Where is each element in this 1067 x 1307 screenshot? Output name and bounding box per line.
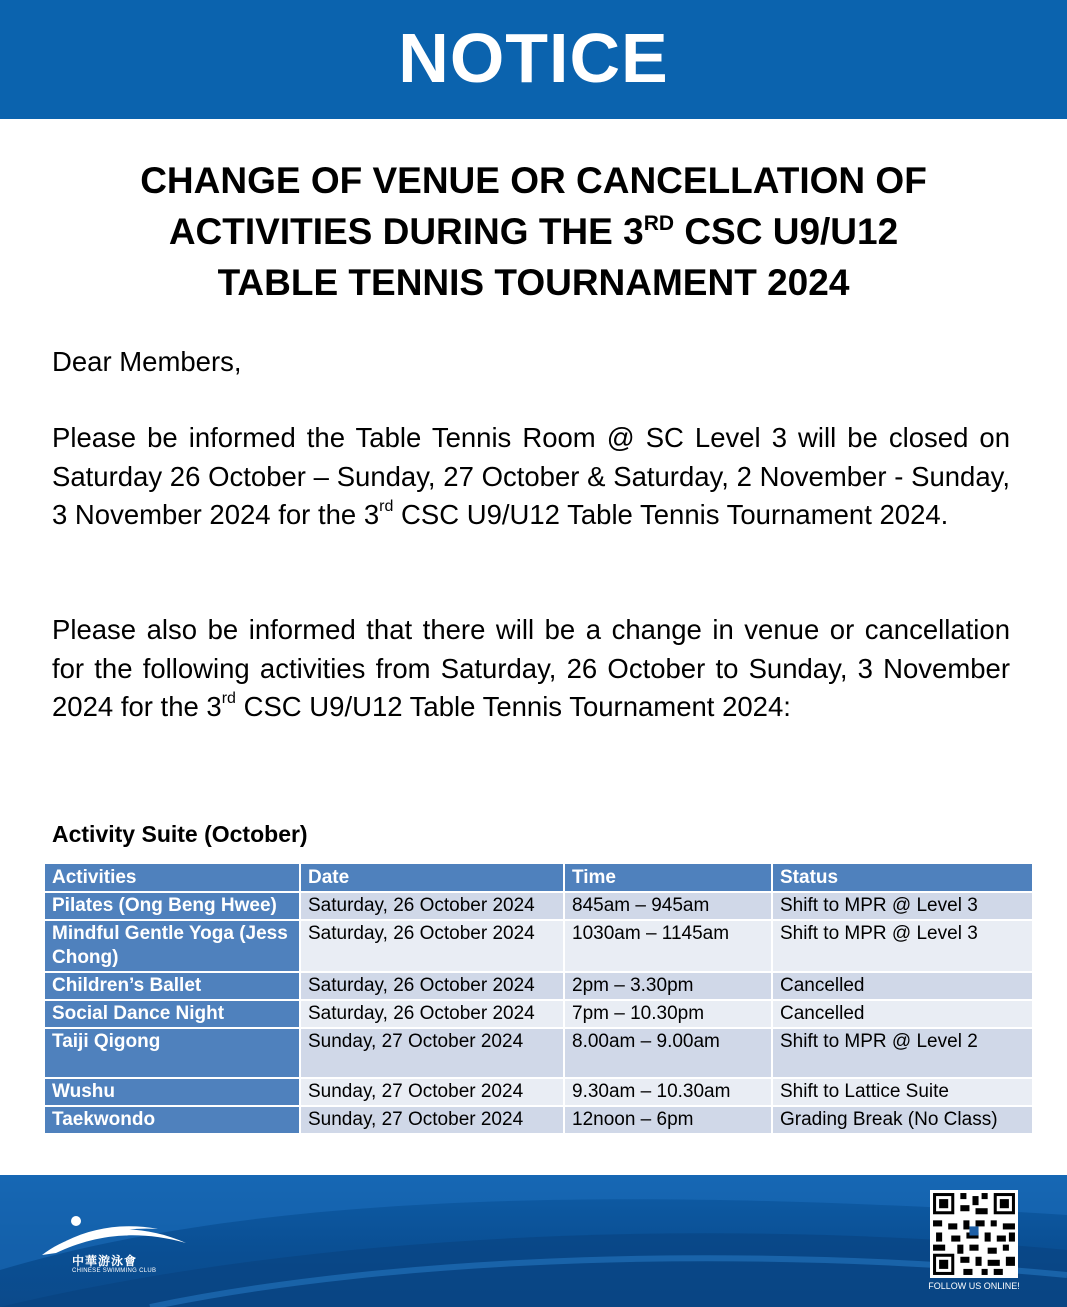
date-cell: Saturday, 26 October 2024 [300,1000,564,1028]
paragraph-closure-text: Please be informed the Table Tennis Room @ SC Level 3 will be closed on Saturday 26 October – Sunday, 27 October & Saturday, 2 November - Sunday, 3 November 2024 for the 3 [52,422,1010,530]
header-date: Date [300,863,564,892]
logo-chinese-text: 中華游泳會 [72,1254,138,1268]
table-row [44,1028,1033,1078]
table-row [44,1078,1033,1106]
date-cell: Saturday, 26 October 2024 [300,892,564,920]
table-caption: Activity Suite (October) [52,821,308,847]
table-row [44,1106,1033,1134]
date-cell: Sunday, 27 October 2024 [300,1106,564,1134]
paragraph-closure [52,419,1010,535]
table-row [44,892,1033,920]
time-cell: 7pm – 10.30pm [564,1000,772,1028]
activity-cell: Taekwondo [44,1106,300,1134]
time-cell: 845am – 945am [564,892,772,920]
notice-title [40,155,1027,308]
table-header-row [44,863,1033,892]
greeting: Dear Members, [52,346,242,377]
paragraph-closure-tail: CSC U9/U12 Table Tennis Tournament 2024. [393,499,949,530]
header-activities: Activities [44,863,300,892]
qr-code-icon [930,1190,1018,1278]
title-line-2 [40,206,1027,257]
status-cell: Cancelled [772,1000,1033,1028]
paragraph-changes-text: Please also be informed that there will be a change in venue or cancellation for the following activities from Saturday, 26 October to Sunday, 3 November 2024 for the 3 [52,614,1010,722]
title-line-3: TABLE TENNIS TOURNAMENT 2024 [217,262,850,303]
activity-schedule-table [43,862,1034,1135]
activity-cell: Wushu [44,1078,300,1106]
header-time: Time [564,863,772,892]
paragraph-changes [52,611,1010,727]
activity-cell: Mindful Gentle Yoga (Jess Chong) [44,920,300,972]
paragraph-closure-sup: rd [379,498,394,515]
status-cell: Shift to MPR @ Level 3 [772,920,1033,972]
notice-heading: NOTICE [398,18,669,97]
notice-header [0,0,1067,119]
title-superscript: RD [643,212,675,235]
title-line-1: CHANGE OF VENUE OR CANCELLATION OF [140,160,927,201]
activity-cell: Pilates (Ong Beng Hwee) [44,892,300,920]
logo-english-text: CHINESE SWIMMING CLUB [72,1268,157,1274]
table-row [44,972,1033,1000]
table-row [44,920,1033,972]
date-cell: Saturday, 26 October 2024 [300,920,564,972]
status-cell: Shift to Lattice Suite [772,1078,1033,1106]
time-cell: 1030am – 1145am [564,920,772,972]
date-cell: Saturday, 26 October 2024 [300,972,564,1000]
activity-cell: Children’s Ballet [44,972,300,1000]
status-cell: Shift to MPR @ Level 3 [772,892,1033,920]
status-cell: Grading Break (No Class) [772,1106,1033,1134]
header-status: Status [772,863,1033,892]
date-cell: Sunday, 27 October 2024 [300,1028,564,1078]
time-cell: 9.30am – 10.30am [564,1078,772,1106]
footer-banner [0,1175,1067,1307]
table-row [44,1000,1033,1028]
status-cell: Shift to MPR @ Level 2 [772,1028,1033,1078]
time-cell: 12noon – 6pm [564,1106,772,1134]
status-cell: Cancelled [772,972,1033,1000]
title-line-2-text: ACTIVITIES DURING THE 3 [168,211,644,252]
title-line-2-tail: CSC U9/U12 [674,211,899,252]
paragraph-changes-tail: CSC U9/U12 Table Tennis Tournament 2024: [235,691,791,722]
follow-us-text: FOLLOW US ONLINE! [928,1281,1020,1291]
time-cell: 8.00am – 9.00am [564,1028,772,1078]
time-cell: 2pm – 3.30pm [564,972,772,1000]
date-cell: Sunday, 27 October 2024 [300,1078,564,1106]
activity-cell: Social Dance Night [44,1000,300,1028]
paragraph-changes-sup: rd [221,690,236,707]
activity-cell: Taiji Qigong [44,1028,300,1078]
